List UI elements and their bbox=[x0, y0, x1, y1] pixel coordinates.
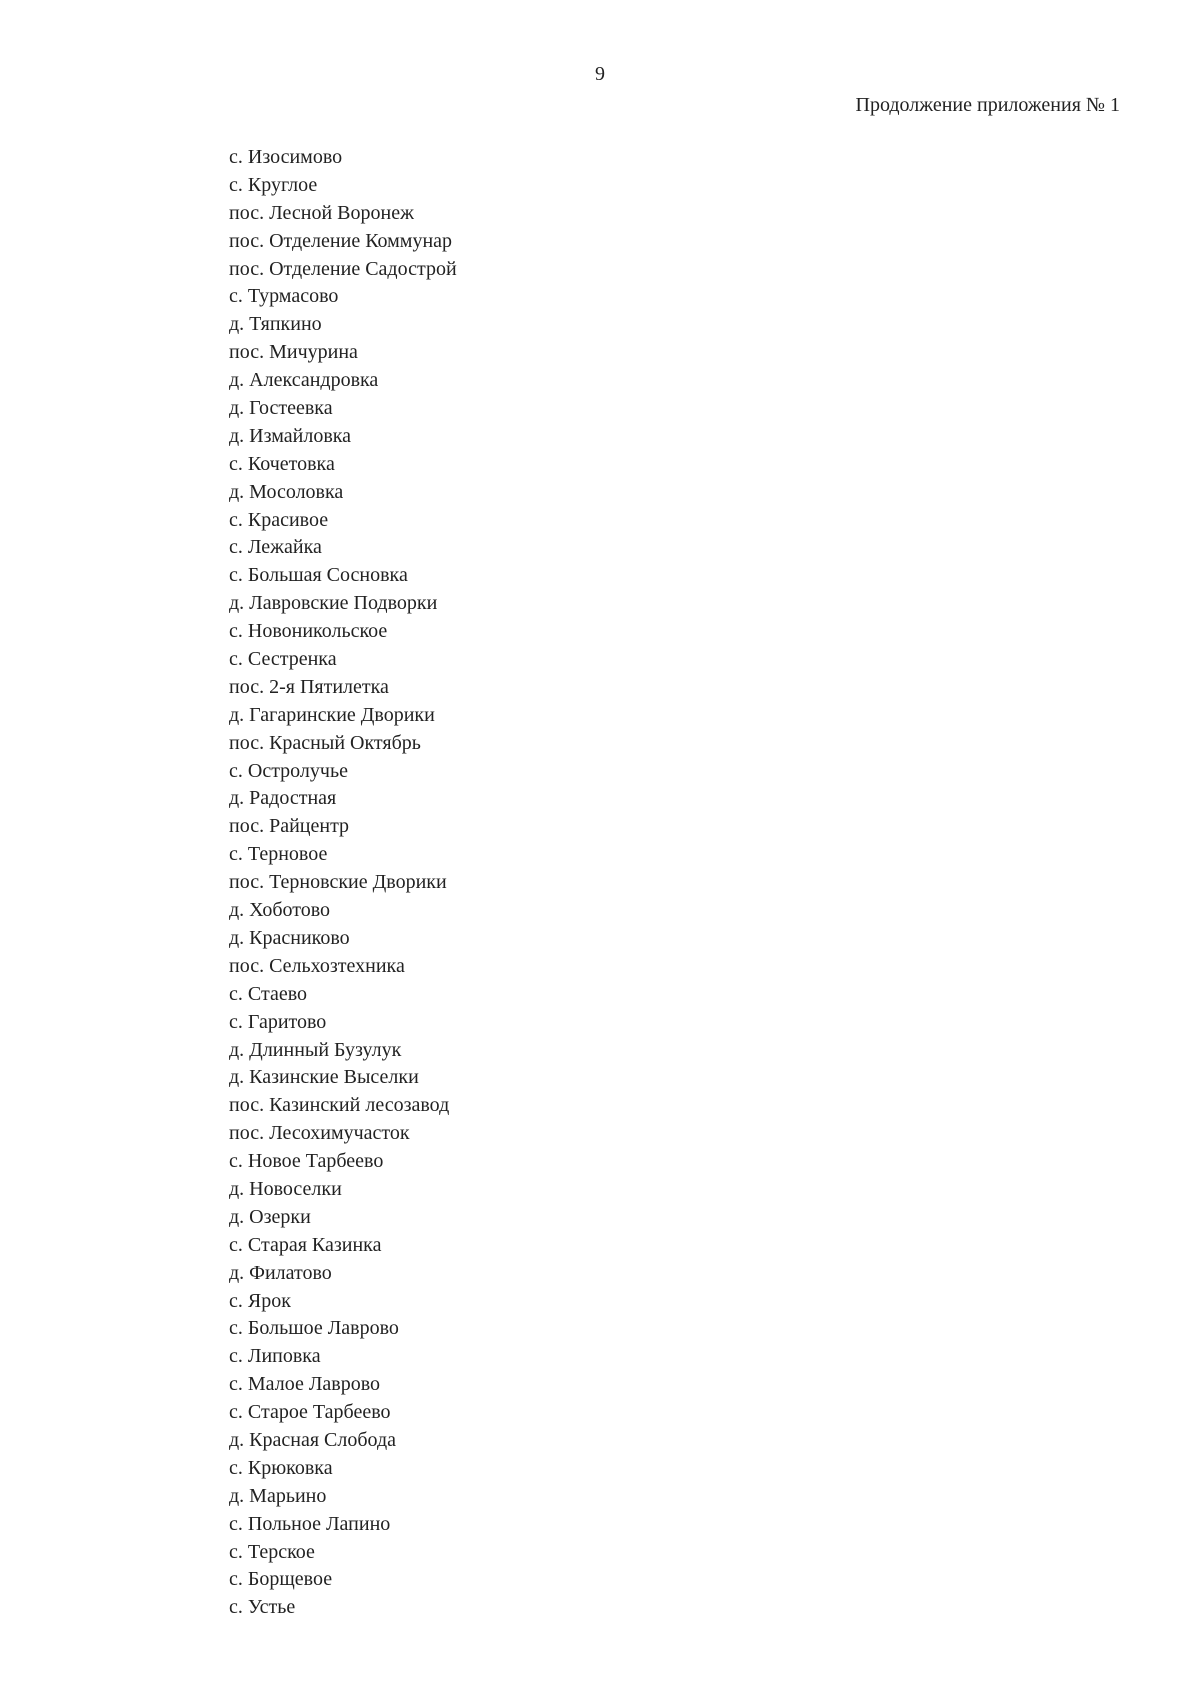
settlement-item: с. Борщевое bbox=[229, 1568, 333, 1591]
settlement-item: пос. Лесной Воронеж bbox=[229, 201, 414, 224]
settlement-item: д. Новоселки bbox=[229, 1177, 342, 1200]
settlement-item: д. Гагаринские Дворики bbox=[229, 703, 435, 726]
settlement-item: д. Красная Слобода bbox=[229, 1428, 397, 1451]
settlement-item: с. Новое Тарбеево bbox=[229, 1150, 384, 1173]
settlement-item: д. Александровка bbox=[229, 369, 379, 392]
settlement-item: с. Сестренка bbox=[229, 648, 337, 671]
settlement-list bbox=[229, 144, 457, 1622]
settlement-item: д. Радостная bbox=[229, 787, 337, 810]
settlement-item: с. Терновое bbox=[229, 843, 328, 866]
settlement-item: пос. Сельхозтехника bbox=[229, 954, 405, 977]
settlement-item: с. Кочетовка bbox=[229, 452, 335, 475]
settlement-item: пос. Отделение Коммунар bbox=[229, 229, 453, 252]
settlement-item: пос. Казинский лесозавод bbox=[229, 1094, 450, 1117]
settlement-item: д. Филатово bbox=[229, 1261, 332, 1284]
settlement-item: д. Лавровские Подворки bbox=[229, 592, 438, 615]
settlement-item: с. Изосимово bbox=[229, 146, 343, 168]
settlement-item: с. Остролучье bbox=[229, 759, 348, 782]
settlement-item: пос. Терновские Дворики bbox=[229, 871, 447, 894]
settlement-item: пос. 2-я Пятилетка bbox=[229, 675, 389, 698]
settlement-item: с. Крюковка bbox=[229, 1456, 333, 1479]
settlement-item: с. Новоникольское bbox=[229, 620, 388, 643]
settlement-item: с. Большое Лаврово bbox=[229, 1317, 399, 1340]
settlement-item: пос. Отделение Садострой bbox=[229, 257, 457, 280]
settlement-item: с. Липовка bbox=[229, 1345, 321, 1368]
settlement-item: с. Стаево bbox=[229, 982, 307, 1005]
settlement-item: д. Мосоловка bbox=[229, 480, 344, 503]
settlement-item: с. Гаритово bbox=[229, 1010, 327, 1033]
settlement-item: с. Терское bbox=[229, 1540, 315, 1563]
appendix-continuation-note: Продолжение приложения № 1 bbox=[855, 94, 1120, 116]
settlement-item: с. Круглое bbox=[229, 173, 318, 196]
settlement-item: д. Красниково bbox=[229, 926, 350, 949]
settlement-item: с. Большая Сосновка bbox=[229, 564, 408, 587]
settlement-item: пос. Лесохимучасток bbox=[229, 1122, 410, 1145]
settlement-item: д. Гостеевка bbox=[229, 397, 333, 420]
settlement-item: с. Ярок bbox=[229, 1289, 291, 1312]
settlement-item: с. Лежайка bbox=[229, 536, 322, 559]
settlement-item: с. Красивое bbox=[229, 508, 329, 531]
page-number: 9 bbox=[595, 63, 605, 85]
settlement-item: пос. Красный Октябрь bbox=[229, 731, 421, 754]
settlement-item: с. Польное Лапино bbox=[229, 1512, 391, 1535]
settlement-item: д. Длинный Бузулук bbox=[229, 1038, 402, 1061]
settlement-item: с. Турмасово bbox=[229, 285, 339, 308]
settlement-item: д. Марьино bbox=[229, 1484, 327, 1507]
settlement-item: д. Озерки bbox=[229, 1205, 311, 1228]
settlement-item: пос. Райцентр bbox=[229, 815, 350, 838]
settlement-item: д. Измайловка bbox=[229, 424, 352, 447]
settlement-item: с. Устье bbox=[229, 1596, 296, 1619]
settlement-item: с. Старое Тарбеево bbox=[229, 1401, 391, 1424]
settlement-item: д. Тяпкино bbox=[229, 313, 322, 336]
settlement-item: д. Казинские Выселки bbox=[229, 1066, 419, 1089]
settlement-item: с. Старая Казинка bbox=[229, 1233, 382, 1256]
settlement-item: д. Хоботово bbox=[229, 899, 331, 922]
settlement-item: пос. Мичурина bbox=[229, 341, 358, 364]
settlement-item: с. Малое Лаврово bbox=[229, 1373, 381, 1396]
